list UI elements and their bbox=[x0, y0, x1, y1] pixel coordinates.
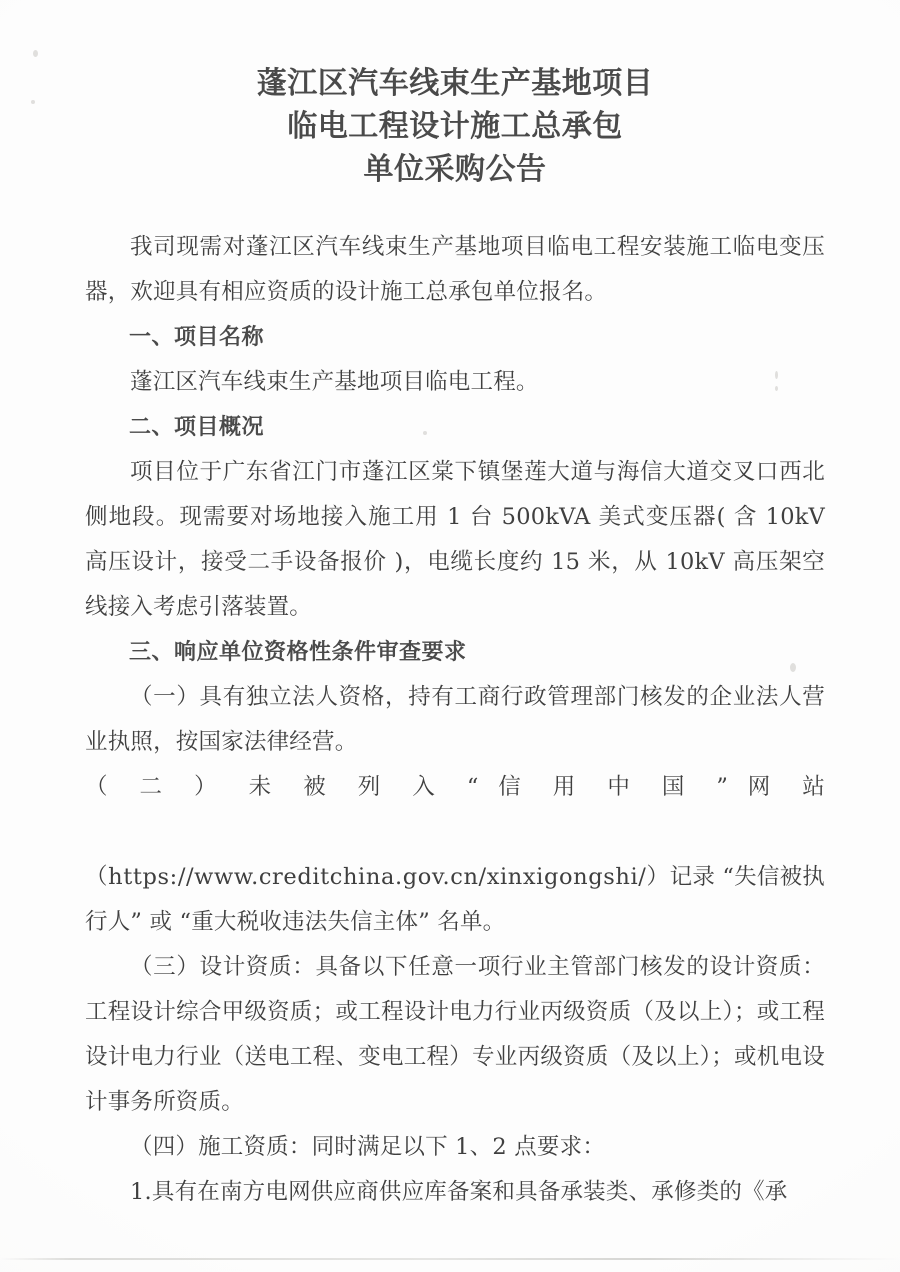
qualification-item-3: （三）设计资质：具备以下任意一项行业主管部门核发的设计资质：工程设计综合甲级资质；或工程设计电力行业丙级资质（及以上）；或工程设计电力行业（送电工程、变电工程）专业丙级资质（及以上）；或机电设计事务所资质。 bbox=[85, 954, 825, 1115]
section-heading-1: 一、项目名称 bbox=[129, 325, 265, 350]
document-content bbox=[85, 0, 825, 1215]
section-heading-2: 二、项目概况 bbox=[129, 415, 265, 440]
scan-speck bbox=[33, 50, 38, 57]
qualification-item-5: 1.具有在南方电网供应商供应库备案和具备承装类、承修类的《承 bbox=[130, 1179, 788, 1205]
qualification-item-2-tail: 记录 “失信被执行人” 或 “重大税收违法失信主体” 名单。 bbox=[85, 864, 825, 935]
section-heading-3: 三、响应单位资格性条件审查要求 bbox=[129, 640, 467, 665]
title-line-3: 单位采购公告 bbox=[363, 152, 547, 187]
qualification-item-1: （一）具有独立法人资格，持有工商行政管理部门核发的企业法人营业执照，按国家法律经营。 bbox=[85, 684, 825, 755]
intro-paragraph: 我司现需对蓬江区汽车线束生产基地项目临电工程安装施工临电变压器，欢迎具有相应资质的设计施工总承包单位报名。 bbox=[85, 234, 825, 305]
qualification-item-2-body bbox=[85, 855, 825, 945]
qualification-item-2-lead: （ 二 ） 未 被 列 入 “ 信 用 中 国 ” 网 站 bbox=[85, 774, 825, 800]
title-line-2: 临电工程设计施工总承包 bbox=[287, 109, 623, 144]
title-body-spacer bbox=[85, 191, 825, 225]
document-title bbox=[85, 0, 825, 191]
scan-speck bbox=[31, 100, 35, 104]
qualification-item-4: （四）施工资质：同时满足以下 1、2 点要求： bbox=[130, 1134, 606, 1160]
scan-edge-line bbox=[0, 1258, 900, 1260]
section-body-2: 项目位于广东省江门市蓬江区棠下镇堡莲大道与海信大道交叉口西北侧地段。现需要对场地接入施工用 1 台 500kVA 美式变压器( 含 10kV 高压设计，接受二手设备报价 )，电缆长度约 15 米，从 10kV 高压架空线接入考虑引落装置。 bbox=[85, 459, 825, 620]
section-body-1: 蓬江区汽车线束生产基地项目临电工程。 bbox=[130, 369, 539, 395]
title-line-1: 蓬江区汽车线束生产基地项目 bbox=[256, 66, 654, 101]
creditchina-url: （https://www.creditchina.gov.cn/xinxigongshi/） bbox=[85, 864, 670, 890]
